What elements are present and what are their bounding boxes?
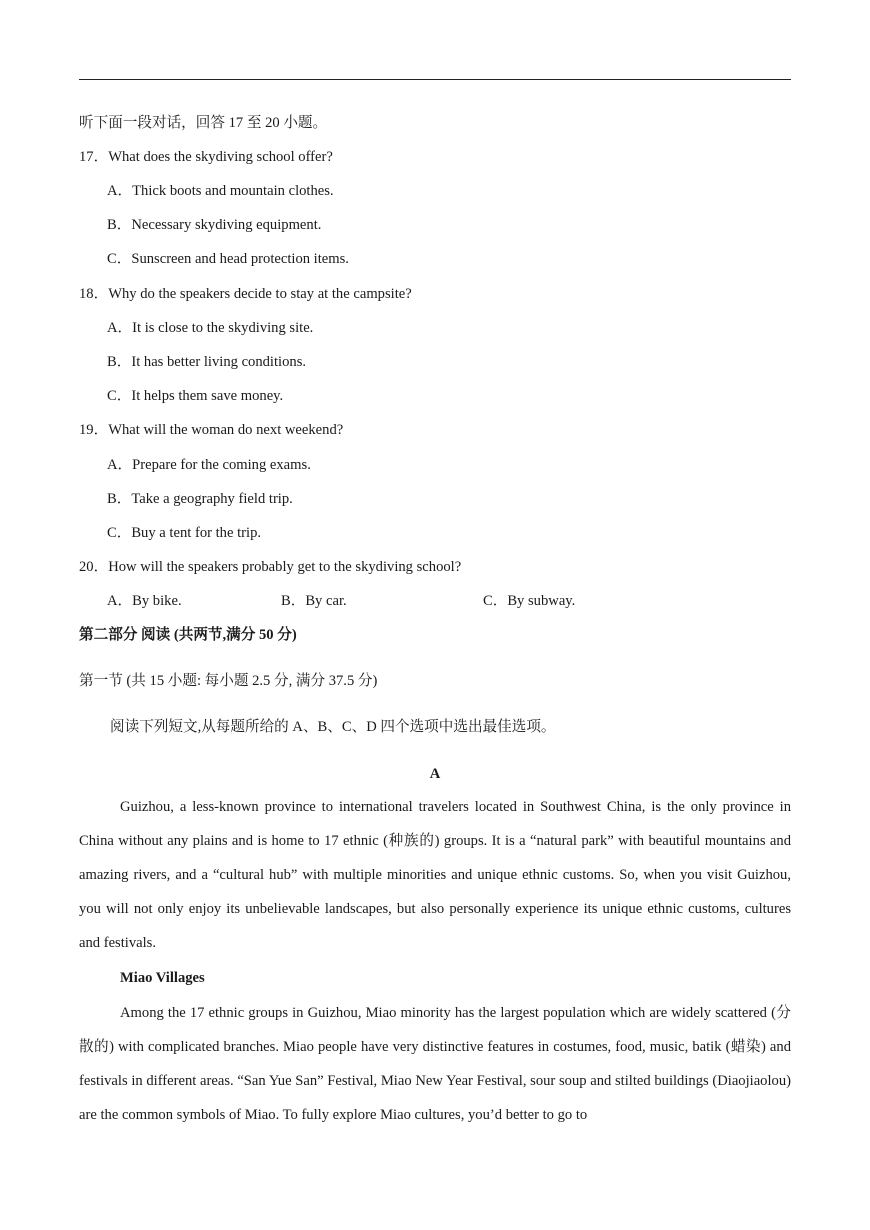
question-18-option-b: B．It has better living conditions.	[107, 354, 307, 370]
question-20-option-a: A．By bike.	[107, 593, 182, 609]
passage-paragraph-2: Among the 17 ethnic groups in Guizhou, Miao minority has the largest population which are widely scattered (分散的) with complicated branches. Miao people have very distinctive features in costumes, food, music, batik (蜡染) and festivals in different areas. “San Yue San” Festival, Miao New Year Festival, sour soup and stilted buildings (Diaojiaolou) are the common symbols of Miao. To fully explore Miao cultures, you’d better to go to	[79, 1005, 791, 1123]
question-19-option-b: B．Take a geography field trip.	[107, 491, 293, 507]
header-rule	[79, 79, 791, 80]
reading-instruction: 阅读下列短文,从每题所给的 A、B、C、D 四个选项中选出最佳选项。	[110, 719, 556, 735]
section-one-title: 第一节 (共 15 小题: 每小题 2.5 分, 满分 37.5 分)	[79, 673, 378, 689]
question-19-option-a: A．Prepare for the coming exams.	[107, 457, 311, 473]
question-19-stem: 19．What will the woman do next weekend?	[79, 422, 344, 438]
subheading-miao-villages: Miao Villages	[120, 970, 205, 986]
question-18-stem: 18．Why do the speakers decide to stay at the campsite?	[79, 286, 412, 302]
listening-intro: 听下面一段对话，回答 17 至 20 小题。	[79, 115, 328, 131]
question-20-stem: 20．How will the speakers probably get to the skydiving school?	[79, 559, 462, 575]
question-17-option-a: A．Thick boots and mountain clothes.	[107, 183, 334, 199]
question-18-option-c: C．It helps them save money.	[107, 388, 284, 404]
question-18-option-a: A．It is close to the skydiving site.	[107, 320, 314, 336]
question-20-option-b: B．By car.	[281, 593, 347, 609]
question-20-option-c: C．By subway.	[483, 593, 576, 609]
passage-paragraph-1: Guizhou, a less-known province to international travelers located in Southwest China, is the only province in China without any plains and is home to 17 ethnic (种族的) groups. It is a “natural park” with beautiful mountains and amazing rivers, and a “cultural hub” with multiple minorities and unique ethnic customs. So, when you visit Guizhou, you will not only enjoy its unbelievable landscapes, but also personally experience its unique ethnic customs, cultures and festivals.	[79, 799, 791, 951]
question-17-option-b: B．Necessary skydiving equipment.	[107, 217, 322, 233]
passage-label: A	[429, 766, 441, 782]
part-two-title: 第二部分 阅读 (共两节,满分 50 分)	[79, 627, 297, 643]
question-19-option-c: C．Buy a tent for the trip.	[107, 525, 262, 541]
question-17-option-c: C．Sunscreen and head protection items.	[107, 251, 349, 267]
question-17-stem: 17．What does the skydiving school offer?	[79, 149, 333, 165]
